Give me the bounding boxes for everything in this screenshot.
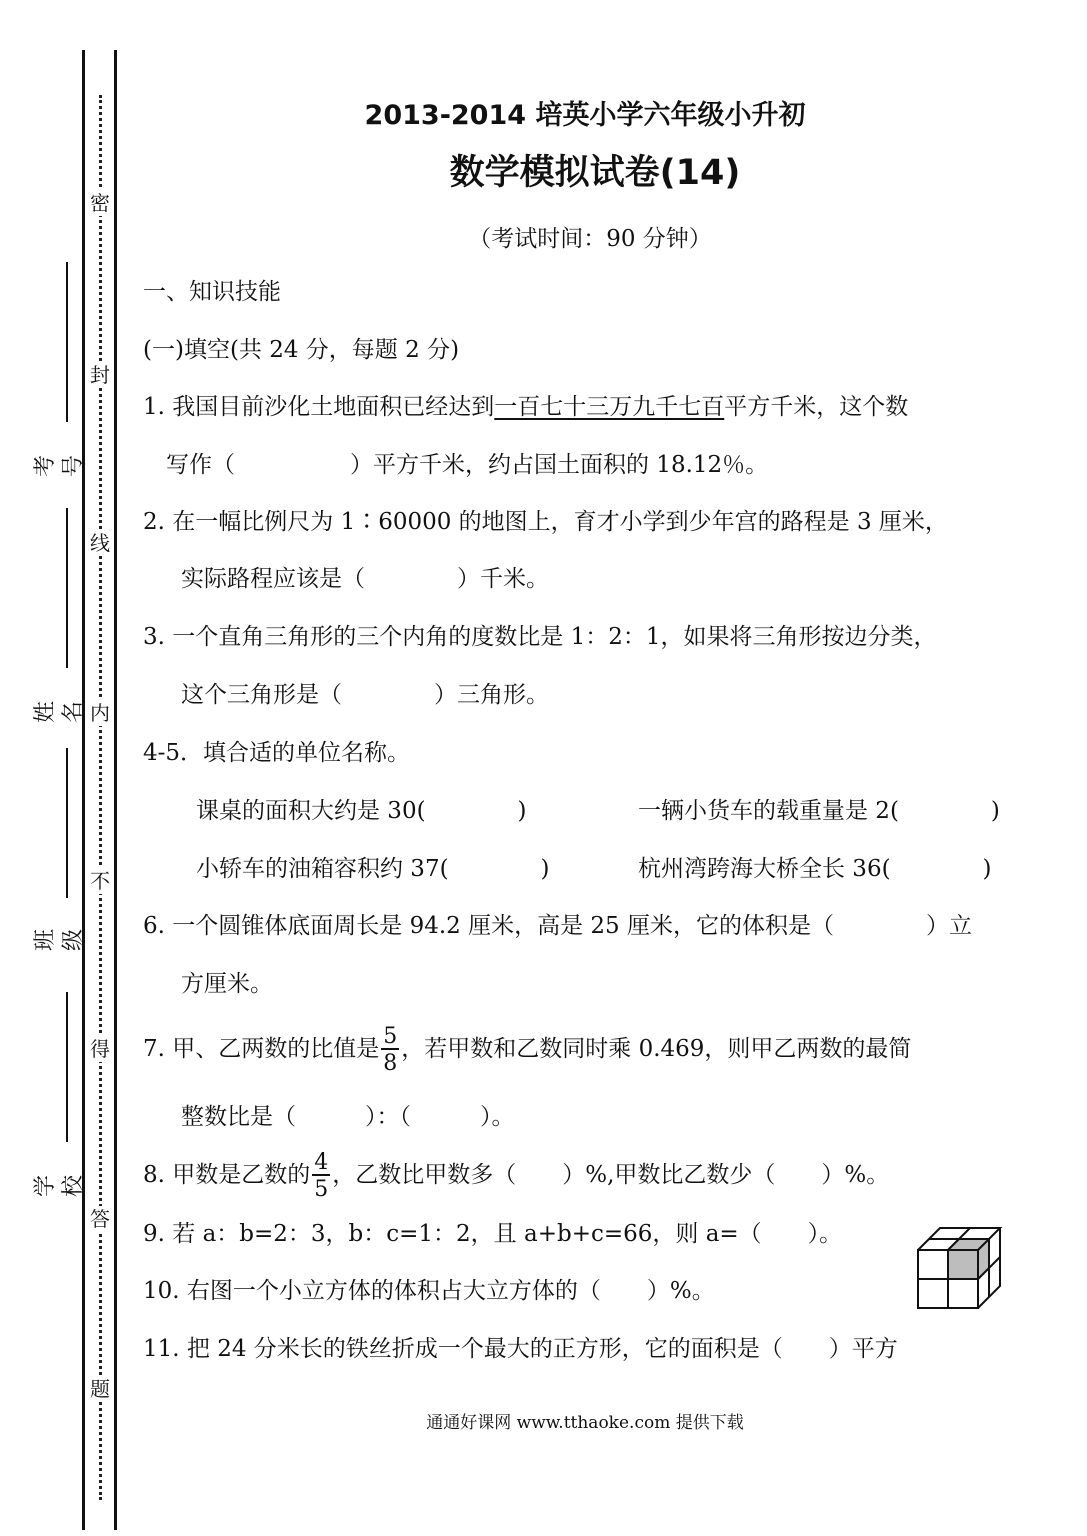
question-7	[143, 1024, 911, 1075]
seal-char-4: 内	[90, 701, 110, 725]
school-line[interactable]	[66, 992, 68, 1142]
question-1	[143, 391, 908, 423]
seal-char-6: 得	[90, 1037, 110, 1061]
margin-border-left	[82, 50, 85, 1530]
question-4-5-item-b: 一辆小货车的载重量是 2( )	[638, 798, 1000, 824]
question-7-text-end: ，若甲数和乙数同时乘 0.469，则甲乙两数的最简	[401, 1036, 912, 1062]
seal-char-8: 题	[90, 1377, 110, 1401]
school-label: 学校	[33, 1175, 86, 1198]
name-line[interactable]	[66, 508, 68, 668]
exam-title-line1: 2013-2014 培英小学六年级小升初	[364, 100, 806, 131]
question-3-line2: 这个三角形是（ ）三角形。	[181, 682, 549, 708]
question-7-line2: 整数比是（ ）：（ ）。	[181, 1104, 515, 1130]
question-8-fraction	[312, 1149, 330, 1202]
question-2-line2: 实际路程应该是（ ）千米。	[181, 566, 549, 592]
question-8-text-end: ，乙数比甲数多（ ）%,甲数比乙数少（ ）%。	[332, 1162, 890, 1188]
question-8-fraction-denominator: 5	[314, 1176, 329, 1202]
question-9: 9. 若 a：b=2：3，b：c=1：2，且 a+b+c=66，则 a=（ ）。	[143, 1221, 843, 1247]
question-8-text: 8. 甲数是乙数的	[143, 1162, 311, 1188]
section-heading: 一、知识技能	[143, 279, 281, 305]
footer-source: 通通好课网 www.tthaoke.com 提供下载	[426, 1413, 744, 1433]
exam-title-line2: 数学模拟试卷(14)	[449, 153, 741, 193]
class-label: 班级	[33, 929, 86, 952]
cube-figure	[912, 1218, 1004, 1314]
question-3: 3. 一个直角三角形的三个内角的度数比是 1：2：1，如果将三角形按边分类，	[143, 624, 937, 650]
question-10: 10. 右图一个小立方体的体积占大立方体的（ ）%。	[143, 1278, 715, 1304]
question-1-line2: 写作（ ）平方千米，约占国土面积的 18.12％。	[166, 452, 769, 478]
seal-char-7: 答	[90, 1207, 110, 1231]
question-8	[143, 1150, 889, 1201]
seal-dotted-line	[99, 95, 102, 1500]
question-1-text-end: 平方千米，这个数	[724, 394, 909, 420]
question-1-underlined-number: 一百七十三万九千七百	[494, 394, 725, 420]
exam-number-label: 考号	[33, 455, 86, 478]
margin-border-right	[114, 50, 117, 1530]
seal-char-3: 线	[90, 531, 110, 555]
section-subheading: (一)填空(共 24 分，每题 2 分)	[143, 337, 460, 363]
question-2: 2. 在一幅比例尺为 1∶60000 的地图上，育才小学到少年宫的路程是 3 厘米，	[143, 509, 948, 535]
question-1-text: 1. 我国目前沙化土地面积已经达到	[143, 394, 495, 420]
question-4-5-item-c: 小轿车的油箱容积约 37( )	[196, 856, 550, 882]
question-4-5-item-d: 杭州湾跨海大桥全长 36( )	[638, 856, 992, 882]
exam-duration: （考试时间：90 分钟）	[468, 226, 712, 252]
class-line[interactable]	[66, 748, 68, 898]
question-7-fraction-denominator: 8	[383, 1050, 398, 1076]
question-6: 6. 一个圆锥体底面周长是 94.2 厘米，高是 25 厘米，它的体积是（ ）立	[143, 913, 972, 939]
question-6-line2: 方厘米。	[181, 971, 273, 997]
question-7-fraction	[381, 1023, 399, 1076]
name-label: 姓名	[33, 701, 86, 724]
seal-char-2: 封	[90, 363, 110, 387]
question-4-5-item-a: 课桌的面积大约是 30( )	[196, 798, 527, 824]
question-11: 11. 把 24 分米长的铁丝折成一个最大的正方形，它的面积是（ ）平方	[143, 1336, 898, 1362]
seal-char-5: 不	[90, 869, 110, 893]
question-7-text: 7. 甲、乙两数的比值是	[143, 1036, 380, 1062]
question-7-fraction-numerator: 5	[383, 1023, 398, 1049]
question-8-fraction-numerator: 4	[314, 1149, 329, 1175]
question-4-5: 4-5．填合适的单位名称。	[143, 740, 411, 766]
seal-char-1: 密	[90, 191, 110, 215]
exam-number-line[interactable]	[66, 262, 68, 422]
